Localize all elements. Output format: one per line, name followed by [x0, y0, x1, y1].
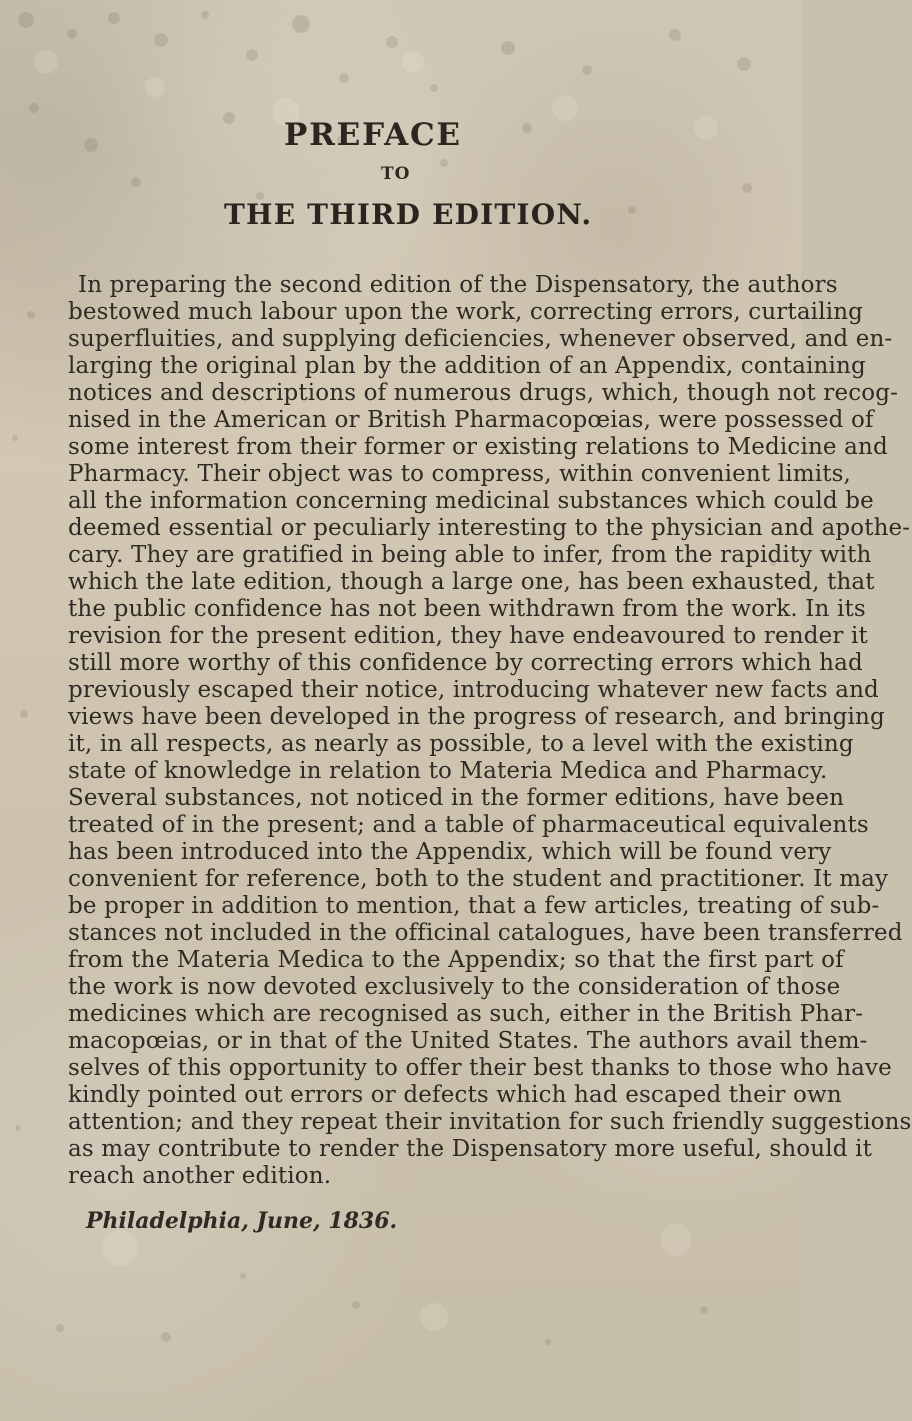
preface-title: PREFACE — [284, 117, 462, 153]
preface-line: reach another edition. — [68, 1163, 332, 1189]
preface-line: as may contribute to render the Dispensatory more useful, should it — [68, 1136, 872, 1162]
preface-line: the work is now devoted exclusively to the consideration of those — [68, 974, 841, 1000]
preface-line: still more worthy of this confidence by correcting errors which had — [68, 650, 863, 676]
preface-line: bestowed much labour upon the work, correcting errors, curtailing — [68, 299, 864, 325]
preface-line: from the Materia Medica to the Appendix; so that the first part of — [68, 947, 844, 973]
preface-line: attention; and they repeat their invitation for such friendly suggestions — [68, 1109, 912, 1135]
preface-line: previously escaped their notice, introducing whatever new facts and — [68, 677, 879, 703]
preface-line: medicines which are recognised as such, either in the British Phar- — [68, 1001, 864, 1027]
preface-line: deemed essential or peculiarly interesting to the physician and apothe- — [68, 515, 911, 541]
preface-line: convenient for reference, both to the student and practitioner. It may — [68, 866, 889, 892]
preface-line: superfluities, and supplying deficiencies, whenever observed, and en- — [68, 326, 893, 352]
preface-line: Pharmacy. Their object was to compress, within convenient limits, — [68, 461, 852, 487]
preface-line: treated of in the present; and a table of pharmaceutical equivalents — [68, 812, 869, 838]
preface-line: some interest from their former or existing relations to Medicine and — [68, 434, 888, 460]
preface-line: selves of this opportunity to offer their best thanks to those who have — [68, 1055, 892, 1081]
preface-line: stances not included in the officinal catalogues, have been transferred — [68, 920, 903, 946]
preface-line: state of knowledge in relation to Materia Medica and Pharmacy. — [68, 758, 828, 784]
preface-line: notices and descriptions of numerous drugs, which, though not recog- — [68, 380, 899, 406]
preface-line: nised in the American or British Pharmacopœias, were possessed of — [68, 407, 874, 433]
preface-line: views have been developed in the progress of research, and bringing — [68, 704, 885, 730]
preface-line: be proper in addition to mention, that a few articles, treating of sub- — [68, 893, 880, 919]
preface-line: cary. They are gratified in being able to infer, from the rapidity with — [68, 542, 872, 568]
preface-line: it, in all respects, as nearly as possible, to a level with the existing — [68, 731, 854, 757]
preface-subtitle-to: TO — [381, 164, 411, 184]
preface-line: In preparing the second edition of the Dispensatory, the authors — [78, 272, 838, 298]
preface-line: revision for the present edition, they have endeavoured to render it — [68, 623, 868, 649]
preface-line: has been introduced into the Appendix, which will be found very — [68, 839, 832, 865]
preface-edition-title: THE THIRD EDITION. — [224, 198, 593, 231]
preface-line: larging the original plan by the addition of an Appendix, containing — [68, 353, 866, 379]
preface-line: all the information concerning medicinal substances which could be — [68, 488, 874, 514]
preface-line: kindly pointed out errors or defects which had escaped their own — [68, 1082, 842, 1108]
preface-line: which the late edition, though a large one, has been exhausted, that — [68, 569, 875, 595]
preface-line: Several substances, not noticed in the former editions, have been — [68, 785, 845, 811]
preface-line: macopœias, or in that of the United States. The authors avail them- — [68, 1028, 868, 1054]
place-date-signature: Philadelphia, June, 1836. — [86, 1208, 398, 1234]
preface-line: the public confidence has not been withdrawn from the work. In its — [68, 596, 866, 622]
